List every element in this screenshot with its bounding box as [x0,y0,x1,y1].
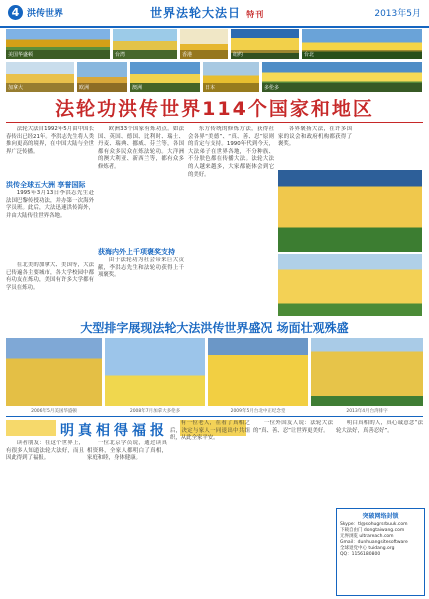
article-paragraph: 有一位老人，在看了真相之后，决定与家人一同退出中共组织，从此全家平安。 [170,420,250,442]
article-paragraph: 明白真相的人，真心诚意念“法轮大法好，真善忍好”。 [336,420,423,434]
photo-taipei [302,29,422,59]
photo-caption: 台北 [302,50,422,59]
article-paragraph: 在北美的加拿大、美国等，大法已传遍各主要城市，各大学校园中都有功友在炼功，美国有许多大学都有学员在炼功。 [6,262,94,291]
headline-divider [6,122,423,123]
article-paragraph: 读者朋友：在这个世界上，有很多人知道法轮大法好，而且因此得到了福报。 [6,440,84,462]
photo-right-insert [278,254,422,316]
paper-title-main: 世界法轮大法日 [150,6,242,20]
issue-date: 2013年5月 [374,9,421,19]
band-photo [6,338,102,406]
band-caption: 2008年7月加拿大多伦多 [129,409,181,414]
band-photo [208,338,308,406]
section-name: 洪传世界 [27,9,64,19]
blessing-title: 明真相得福报 [60,423,168,439]
page-number: 4 [8,5,23,20]
hotline-line: Gmail：dunhuangsitesoftware [340,540,408,545]
paper-title [150,4,264,21]
article-paragraph: 1995年3月13日李洪志先生赴法国巴黎传授功法，并办第一次海外学员班。此后，大法迅速洪传海外，并由大陆传往世界各地。 [6,190,94,219]
photo-japan [203,62,259,92]
photo-caption: 香港 [180,50,228,59]
hotline-line: 下载自由门 dongtaiwang.com [340,528,405,533]
photo-caption: 欧洲 [77,83,127,92]
article-paragraph: 一位外国友人说：法轮大法的“真、善、忍”让世界更美好。 [253,420,333,434]
photo-washington [6,29,110,59]
article-paragraph: 欧洲33个国家有炼功点。如法国、英国、德国、比利时、瑞士、丹麦、瑞典、挪威、芬兰等，各国都有众多民众在炼法轮功。大洋洲的澳大利亚、新西兰等，都有众多修炼者。 [98,126,184,170]
hotline-box [336,508,425,596]
hotline-line: Skype：tl@sohugrsrbuuk.com [340,522,408,527]
band-caption: 2009年5月台北中正纪念堂 [230,409,286,414]
photo-caption: 加拿大 [6,83,74,92]
article-paragraph: 由于法轮功为社会带来巨大贡献，李洪志先生和法轮功获得上千项褒奖。 [98,257,184,279]
hotline-line: QQ：1156180800 [340,552,381,557]
hotline-line: 无界浏览 ultrareach.com [340,534,394,539]
photo-toronto [262,62,422,92]
photo-hongkong [180,29,228,59]
photo-caption: 纽约 [231,50,299,59]
page-header [0,0,429,28]
band-photo [105,338,205,406]
band-caption: 2006年5月美国华盛顿 [31,409,77,414]
band-caption: 2013年4月台湾排字 [346,409,388,414]
section-rule [6,416,423,417]
band-photo [311,338,423,406]
article-paragraph: 一位北京学员说，通过读真相资料，全家人都明白了真相，家庭和睦，身体健康。 [87,440,167,462]
blessing-decoration [6,420,56,436]
photo-australia [130,62,200,92]
photo-right-insert [278,170,422,252]
paper-title-suffix: 特刊 [246,10,265,19]
photo-caption: 美国华盛顿 [6,50,110,59]
article-subheading: 获海内外上千项褒奖支持 [98,248,175,256]
photo-caption: 澳洲 [130,83,200,92]
hotline-title: 突破网络封锁 [362,513,399,520]
photo-newyork [231,29,299,59]
hotline-line: 全球退党中心 tuidang.org [340,546,395,551]
band-title: 大型排字展现法轮大法洪传世界盛况 场面壮观殊盛 [80,321,349,335]
photo-taiwan [113,29,177,59]
photo-caption: 多伦多 [262,83,422,92]
main-headline: 法轮功洪传世界114个国家和地区 [55,98,374,120]
photo-caption: 台湾 [113,50,177,59]
photo-europe [77,62,127,92]
article-paragraph: 各界褒扬大法，在许多国家的议会和政府机构都获得了褒奖。 [278,126,352,148]
article-paragraph: 法轮大法自1992年5月由中国长春传出已经21年。李洪志先生将人类推向更高的境界，在中国大陆与全世界广泛传播。 [6,126,94,155]
photo-caption: 日本 [203,83,259,92]
photo-canada [6,62,74,92]
article-paragraph: 东方传统的修炼方法，获得社会各界“美德”、“真、善、忍”原则的肯定与支持。1990年代到今天，大法弟子在世界各地，不分种族、不分肤色都在传播大法。法轮大法的人越来越多，大家都能体会到它的美好。 [188,126,274,178]
article-subheading: 洪传全球五大洲 享誉国际 [6,181,86,189]
